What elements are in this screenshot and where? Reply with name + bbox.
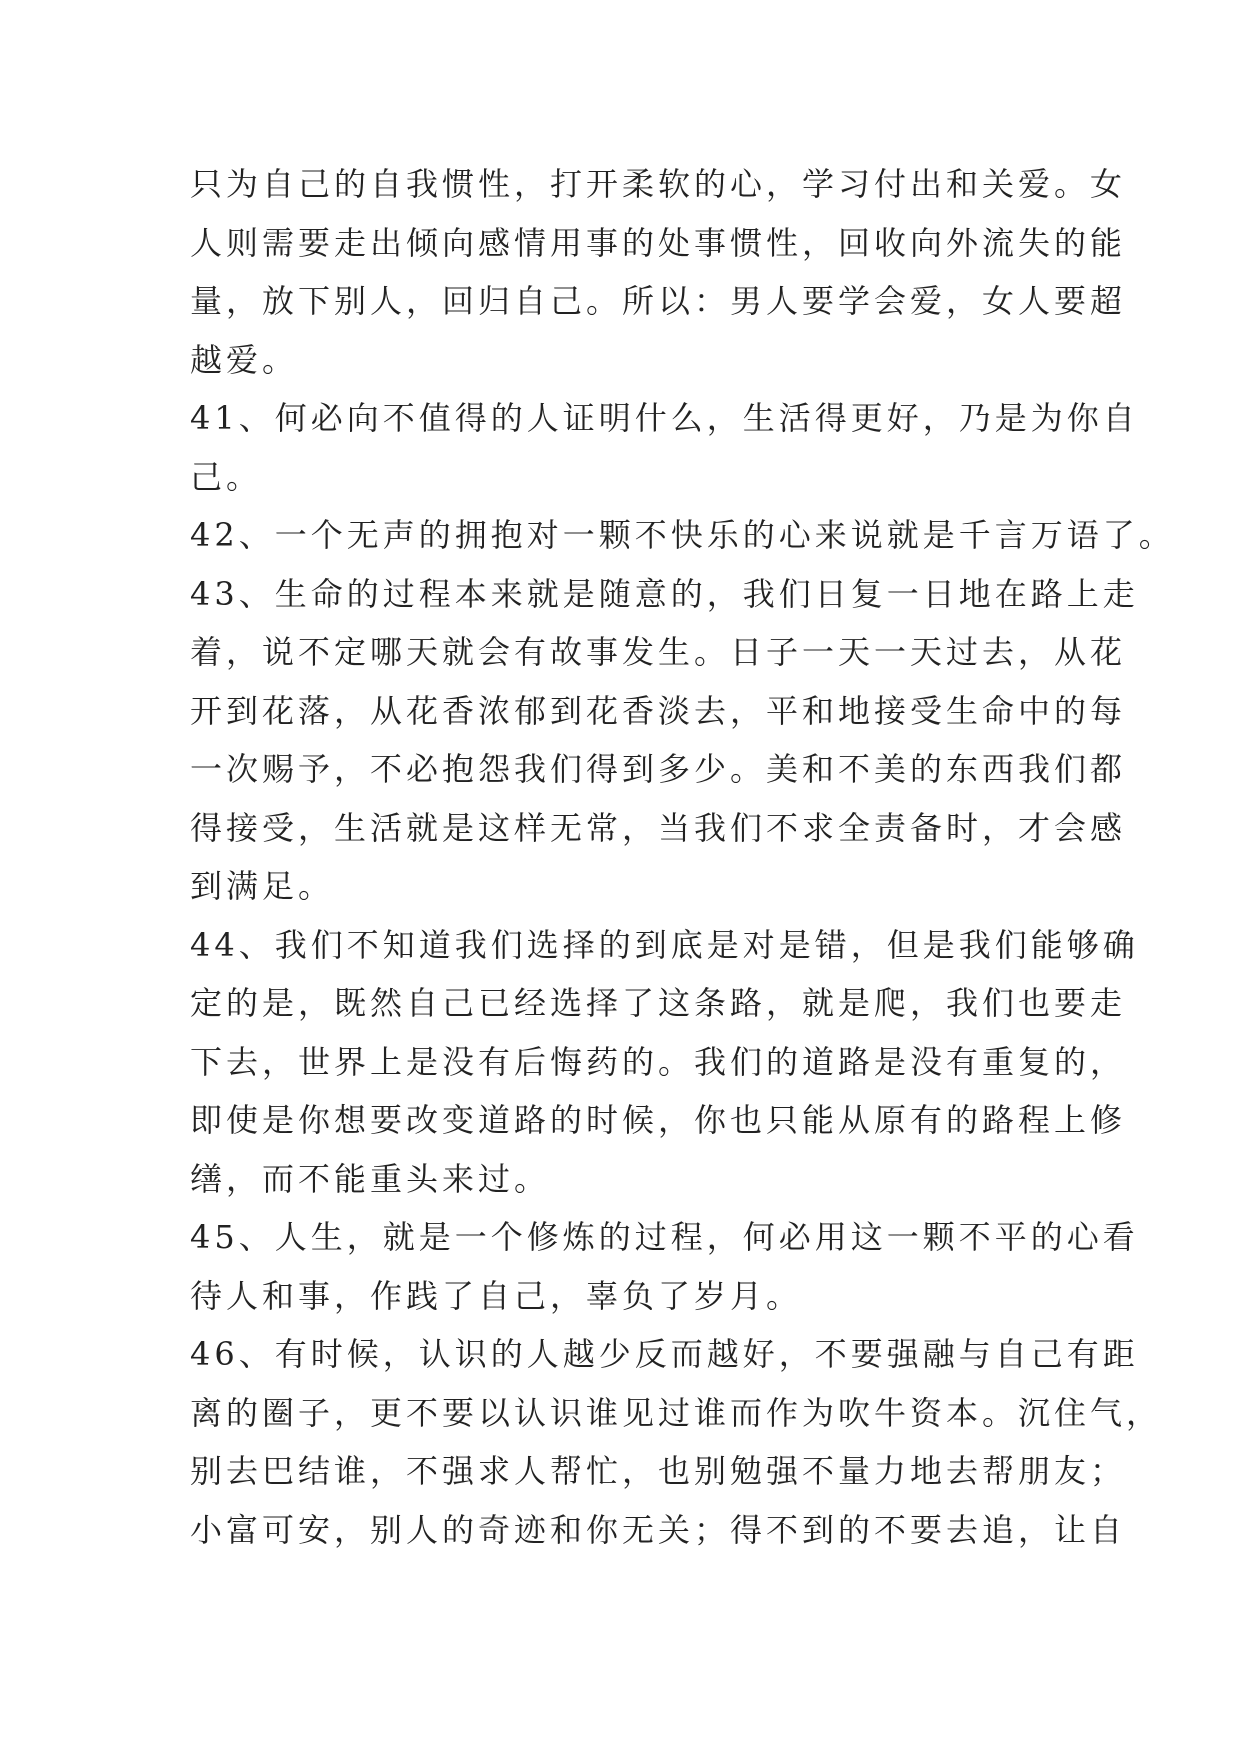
- text-line: 得接受，生活就是这样无常，当我们不求全责备时，才会感: [190, 808, 1127, 847]
- text-line: 越爱。: [190, 340, 299, 379]
- text-line: 着，说不定哪天就会有故事发生。日子一天一天过去，从花: [190, 633, 1127, 671]
- document-body: [190, 155, 1175, 1559]
- text-line: 己。: [190, 457, 263, 496]
- text-line: 到满足。: [190, 867, 335, 905]
- text-line: 离的圈子，更不要以认识谁见过谁而作为吹牛资本。沉住气，: [190, 1393, 1163, 1432]
- text-line: 只为自己的自我惯性，打开柔软的心，学习付出和关爱。女: [190, 165, 1127, 203]
- text-line: 别去巴结谁，不强求人帮忙，也别勉强不量力地去帮朋友；: [190, 1452, 1127, 1490]
- text-line: 人则需要走出倾向感情用事的处事惯性，回收向外流失的能: [190, 223, 1127, 262]
- text-line: 定的是，既然自己已经选择了这条路，就是爬，我们也要走: [190, 984, 1127, 1022]
- text-line: 45、人生，就是一个修炼的过程，何必用这一颗不平的心看: [190, 1218, 1139, 1256]
- text-line: 44、我们不知道我们选择的到底是对是错，但是我们能够确: [190, 925, 1139, 964]
- text-line: 量，放下别人，回归自己。所以：男人要学会爱，女人要超: [190, 282, 1127, 320]
- text-line: 下去，世界上是没有后悔药的。我们的道路是没有重复的，: [190, 1042, 1127, 1081]
- text-line: 42、一个无声的拥抱对一颗不快乐的心来说就是千言万语了。: [190, 516, 1175, 554]
- text-line: 即使是你想要改变道路的时候，你也只能从原有的路程上修: [190, 1101, 1127, 1139]
- text-line: 缮，而不能重头来过。: [190, 1159, 551, 1198]
- text-line: 开到花落，从花香浓郁到花香淡去，平和地接受生命中的每: [190, 691, 1127, 730]
- text-line: 46、有时候，认识的人越少反而越好，不要强融与自己有距: [190, 1335, 1139, 1373]
- text-line: 小富可安，别人的奇迹和你无关；得不到的不要去追，让自: [190, 1510, 1127, 1549]
- text-line: 待人和事，作践了自己，辜负了岁月。: [190, 1276, 803, 1315]
- text-line: 41、何必向不值得的人证明什么，生活得更好，乃是为你自: [190, 399, 1139, 437]
- text-line: 一次赐予，不必抱怨我们得到多少。美和不美的东西我们都: [190, 750, 1127, 788]
- text-line: 43、生命的过程本来就是随意的，我们日复一日地在路上走: [190, 574, 1139, 613]
